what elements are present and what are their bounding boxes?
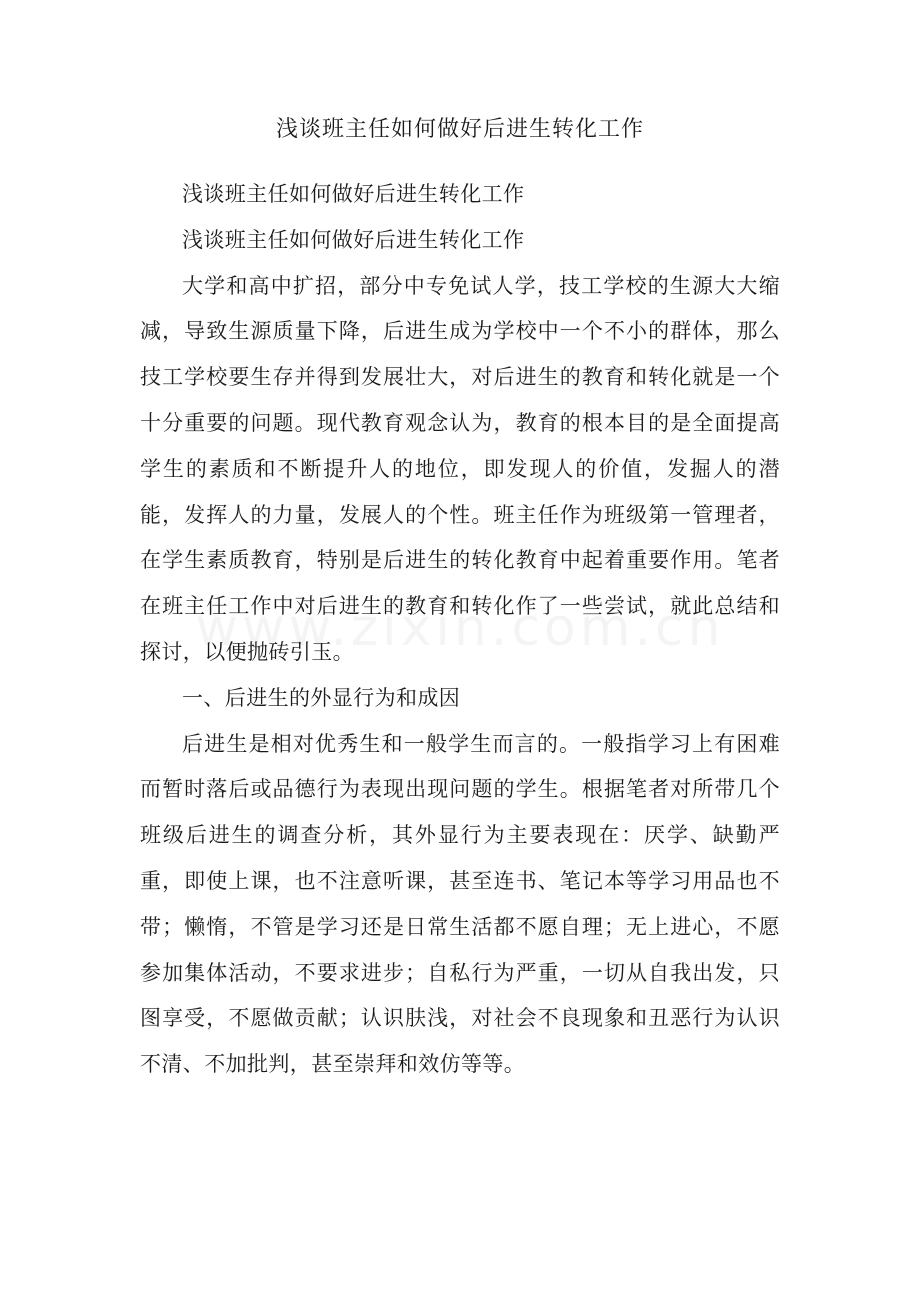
subtitle-line-1: 浅谈班主任如何做好后进生转化工作 bbox=[182, 182, 525, 206]
subtitle-line-2: 浅谈班主任如何做好后进生转化工作 bbox=[182, 227, 525, 252]
section-heading: 一、后进生的外显行为和成因 bbox=[182, 685, 461, 710]
paragraph-behaviors: 后进生是相对优秀生和一般学生而言的。一般指学习上有困难而暂时落后或品德行为表现出现问题的学生。根据笔者对所带几个班级后进生的调查分析，其外显行为主要表现在：厌学、缺勤严重，即使上课，也不注意听课，甚至连书、笔记本等学习用品也不带；懒惰，不管是学习还是日常生活都不愿自理；无上进心，不愿参加集体活动，不要求进步；自私行为严重，一切从自我出发，只图享受，不愿做贡献；认识肤浅，对社会不良现象和丑恶行为认识不清、不加批判，甚至崇拜和效仿等等。 bbox=[140, 731, 780, 1077]
paragraph-intro: 大学和高中扩招，部分中专免试人学，技工学校的生源大大缩减，导致生源质量下降，后进生成为学校中一个不小的群体，那么技工学校要生存并得到发展壮大，对后进生的教育和转化就是一个十分重要的问题。现代教育观念认为，教育的根本目的是全面提高学生的素质和不断提升人的地位，即发现人的价值，发掘人的潜能，发挥人的力量，发展人的个性。班主任作为班级第一管理者，在学生素质教育，特别是后进生的转化教育中起着重要作用。笔者在班主任工作中对后进生的教育和转化作了一些尝试，就此总结和探讨，以便抛砖引玉。 bbox=[140, 273, 780, 664]
document-title: 浅谈班主任如何做好后进生转化工作 bbox=[275, 117, 644, 142]
document-body bbox=[140, 172, 780, 1088]
